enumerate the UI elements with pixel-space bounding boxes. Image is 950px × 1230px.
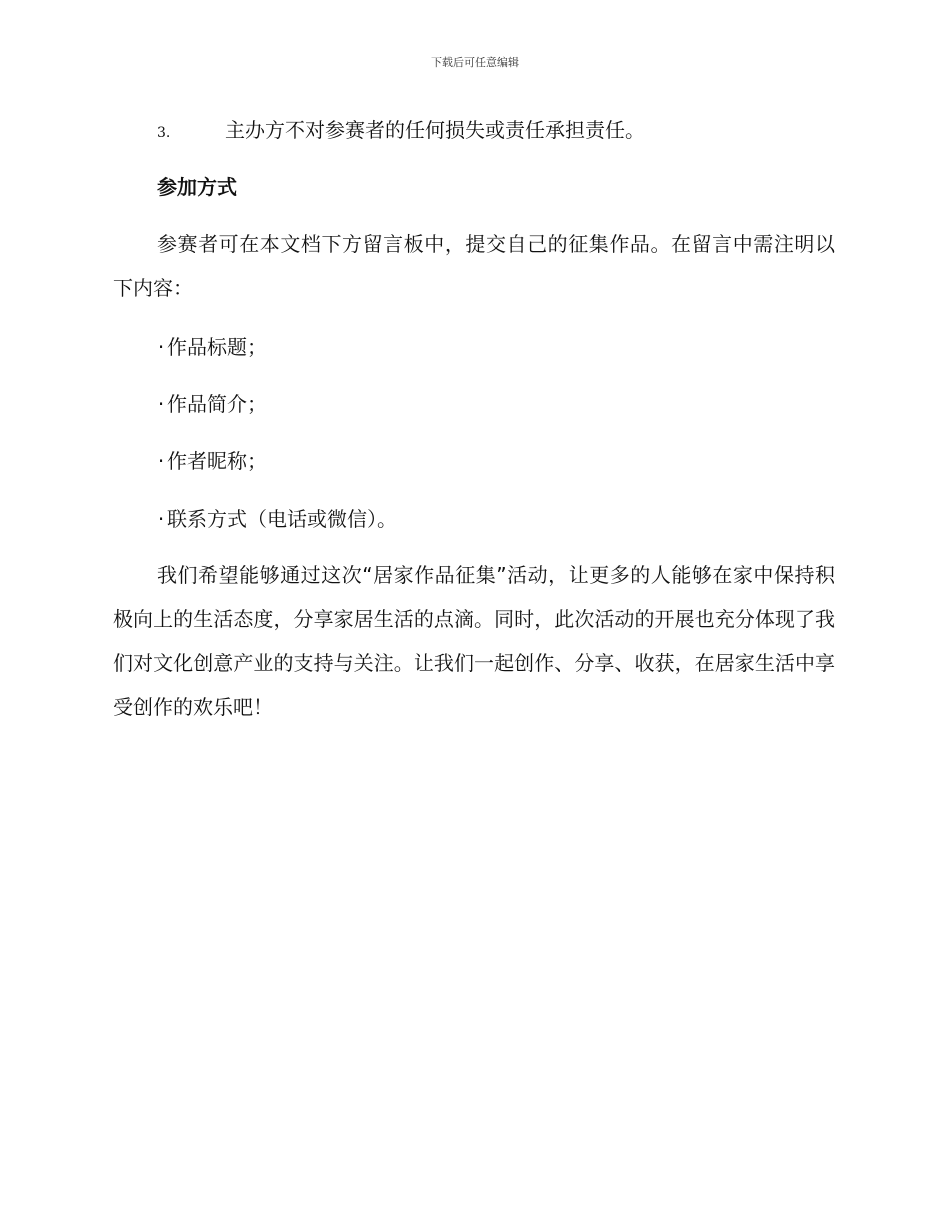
numbered-item-3	[157, 116, 645, 147]
bullet-marker: ·	[157, 449, 165, 473]
bullet-text: 作品简介；	[167, 392, 267, 416]
section-heading: 参加方式	[157, 175, 237, 199]
intro-paragraph: 参赛者可在本文档下方留言板中，提交自己的征集作品。在留言中需注明以下内容：	[113, 232, 835, 300]
bullet-item-title	[155, 333, 267, 361]
bullet-marker: ·	[157, 392, 165, 416]
bullet-text: 作品标题；	[167, 335, 267, 359]
bullet-item-summary	[155, 390, 267, 418]
bullet-item-nickname	[155, 447, 267, 475]
bullet-text: 作者昵称；	[167, 449, 267, 473]
item-text: 主办方不对参赛者的任何损失或责任承担责任。	[225, 118, 645, 142]
bullet-text: 联系方式（电话或微信）。	[167, 507, 397, 531]
item-number: 3.	[157, 125, 171, 141]
bullet-marker: ·	[157, 335, 165, 359]
bullet-item-contact	[155, 505, 397, 533]
closing-paragraph: 我们希望能够通过这次“居家作品征集”活动，让更多的人能够在家中保持积极向上的生活态度，分享家居生活的点滴。同时，此次活动的开展也充分体现了我们对文化创意产业的支持与关注。让我们一起创作、分享、收获，在居家生活中享受创作的欢乐吧！	[113, 563, 835, 719]
page-header-note: 下载后可任意编辑	[431, 56, 519, 69]
bullet-marker: ·	[157, 507, 165, 531]
